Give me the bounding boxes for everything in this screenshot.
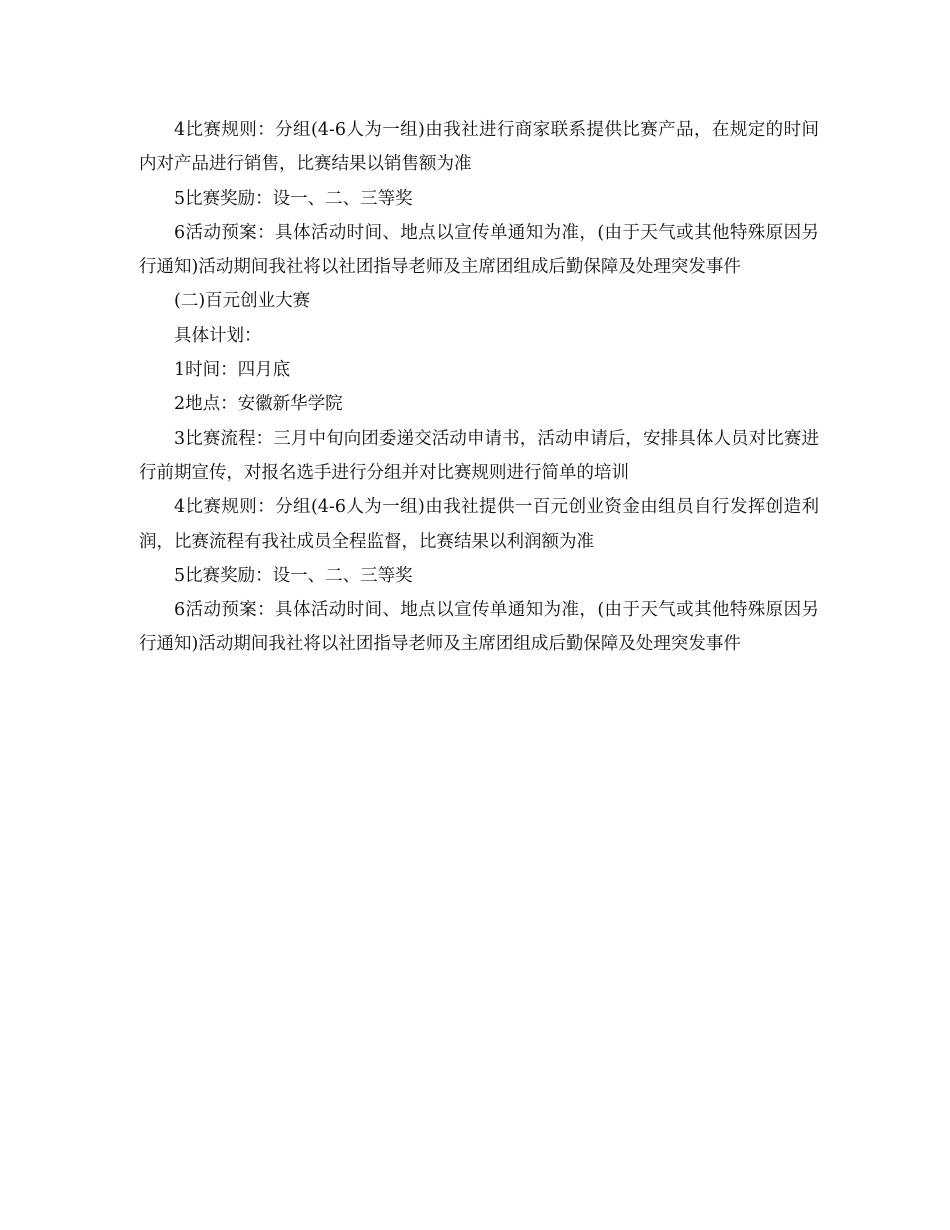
paragraph-contingency-2: 6活动预案：具体活动时间、地点以宣传单通知为准，(由于天气或其他特殊原因另行通知)活动期间我社将以社团指导老师及主席团组成后勤保障及处理突发事件 [139, 600, 819, 655]
paragraph-location: 2地点：安徽新华学院 [174, 394, 343, 415]
paragraph-contingency-1: 6活动预案：具体活动时间、地点以宣传单通知为准，(由于天气或其他特殊原因另行通知)活动期间我社将以社团指导老师及主席团组成后勤保障及处理突发事件 [139, 222, 819, 278]
paragraph-time: 1时间：四月底 [174, 360, 291, 381]
paragraph-awards-1: 5比赛奖励：设一、二、三等奖 [174, 188, 413, 209]
paragraph-process: 3比赛流程：三月中旬向团委递交活动申请书，活动申请后，安排具体人员对比赛进行前期宣传，对报名选手进行分组并对比赛规则进行简单的培训 [139, 428, 819, 483]
document-body [139, 113, 819, 662]
plan-heading: 具体计划： [174, 325, 262, 346]
paragraph-awards-2: 5比赛奖励：设一、二、三等奖 [174, 565, 413, 586]
paragraph-rules-2: 4比赛规则：分组(4-6人为一组)由我社提供一百元创业资金由组员自行发挥创造利润，比赛流程有我社成员全程监督，比赛结果以利润额为准 [139, 497, 819, 552]
section-heading: (二)百元创业大赛 [174, 291, 311, 312]
paragraph-rules-1: 4比赛规则：分组(4-6人为一组)由我社进行商家联系提供比赛产品，在规定的时间内对产品进行销售，比赛结果以销售额为准 [139, 120, 819, 175]
